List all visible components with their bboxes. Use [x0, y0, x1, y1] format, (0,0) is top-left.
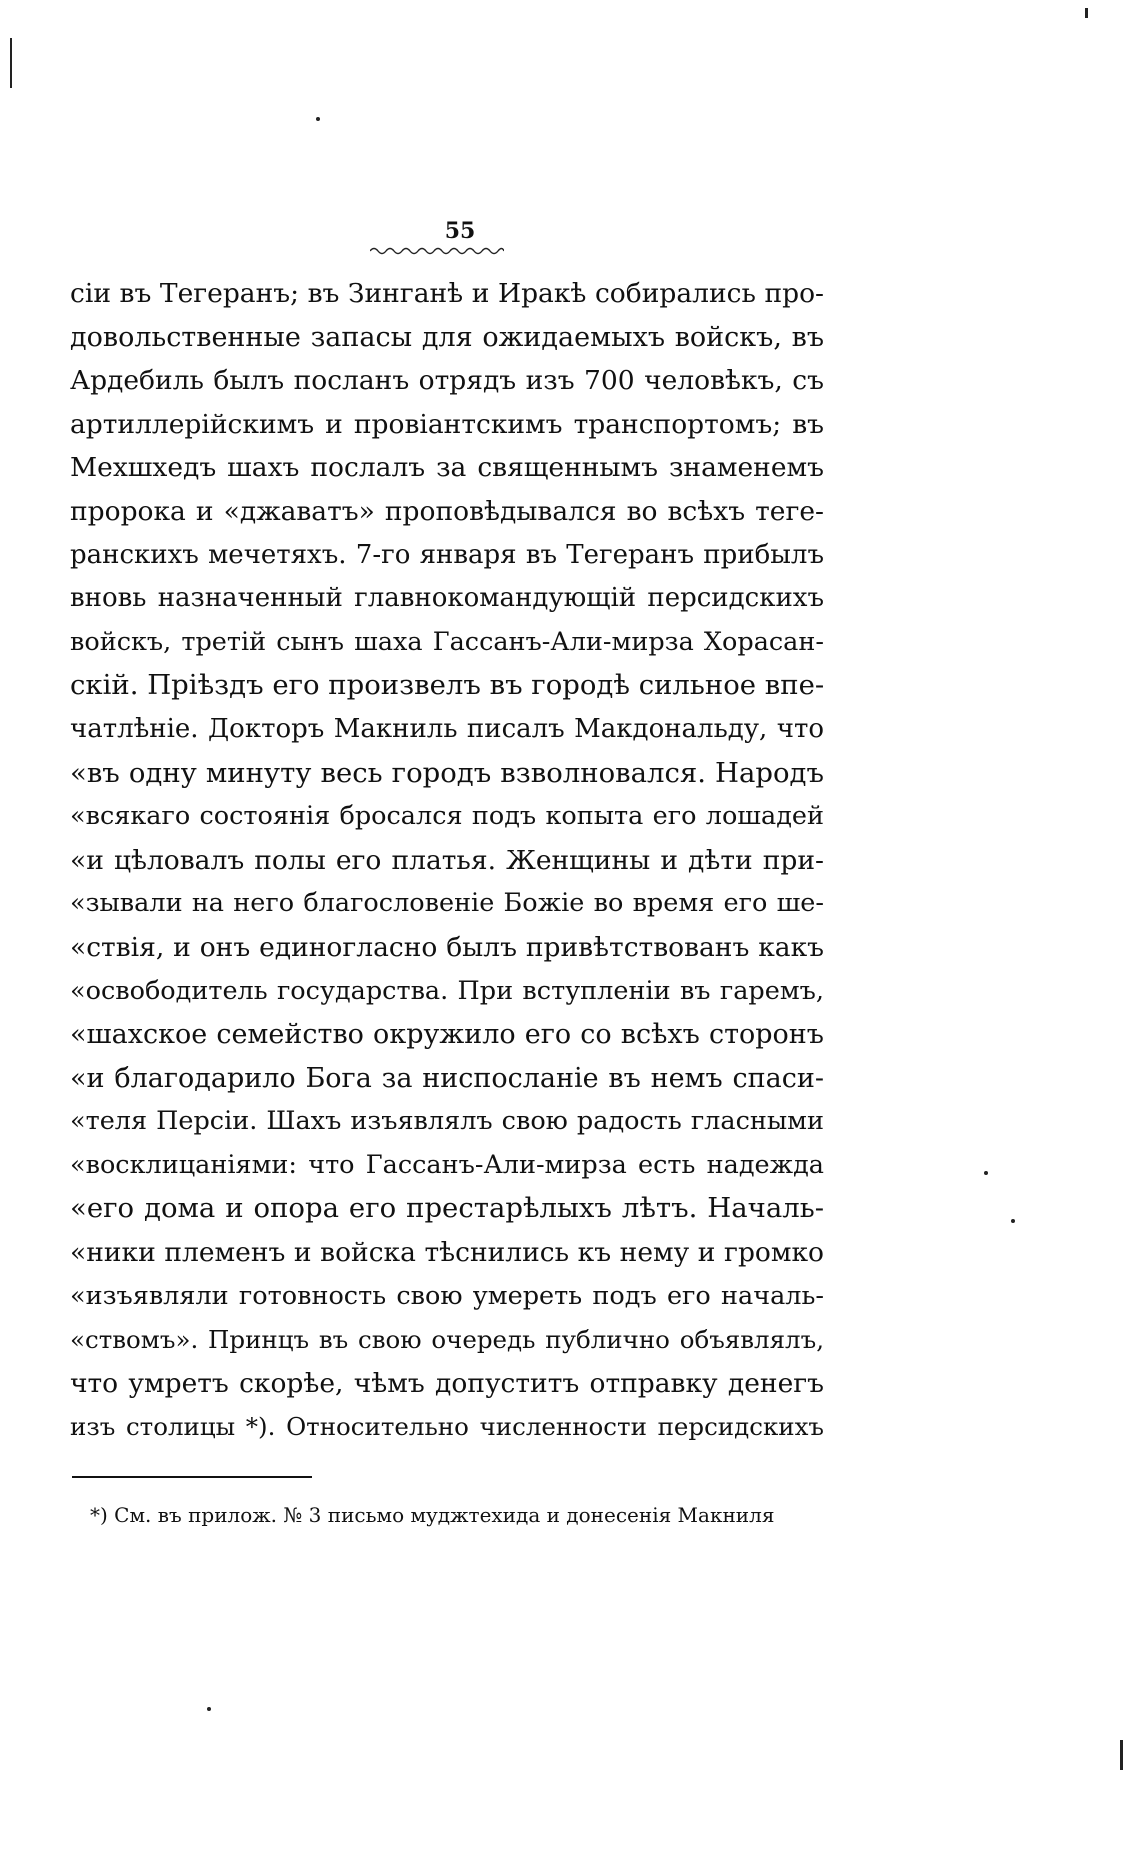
text-line: артиллерійскимъ и провіантскимъ транспортомъ; въ	[70, 408, 824, 440]
text-line: «и цѣловалъ полы его платья. Женщины и дѣти при-	[70, 844, 824, 876]
page-number: 55	[444, 218, 476, 244]
scan-speck	[984, 1171, 988, 1175]
text-line: «и благодарило Бога за ниспосланіе въ немъ спаси-	[70, 1062, 824, 1094]
text-line: «всякаго состоянія бросался подъ копыта его лошадей	[70, 801, 824, 832]
text-line: скій. Пріѣздъ его произвелъ въ городѣ сильное впе-	[70, 669, 825, 702]
text-line: ранскихъ мечетяхъ. 7-го января въ Тегеранъ прибылъ	[70, 539, 824, 570]
scan-speck	[1085, 8, 1088, 18]
text-line: «изъявляли готовность свою умереть подъ его началь-	[70, 1280, 824, 1311]
text-line: «ствомъ». Принцъ въ свою очередь публично объявлялъ,	[70, 1325, 824, 1355]
text-line: «восклицаніями: что Гассанъ-Али-мирза есть надежда	[70, 1149, 824, 1180]
text-line: пророка и «джаватъ» проповѣдывался во всѣхъ теге-	[70, 495, 824, 527]
text-line: довольственные запасы для ожидаемыхъ войскъ, въ	[70, 321, 824, 353]
scan-speck	[10, 38, 12, 88]
text-line: сіи въ Тегеранъ; въ Зинганѣ и Иракѣ собирались про-	[70, 278, 824, 309]
footnote: *) См. въ прилож. № 3 письмо муджтехида и донесенія Макниля	[90, 1503, 775, 1527]
text-line: изъ столицы *). Относительно численности персидскихъ	[70, 1412, 824, 1442]
scan-speck	[316, 117, 320, 121]
text-line: «зывали на него благословеніе Божіе во время его ше-	[70, 888, 824, 919]
body-text	[70, 272, 824, 1449]
text-line: чатлѣніе. Докторъ Макниль писалъ Макдональду, что	[70, 713, 824, 744]
text-line: «освободитель государства. При вступленіи въ гаремъ,	[70, 975, 824, 1006]
text-line: «ствія, и онъ единогласно былъ привѣтствованъ какъ	[70, 931, 824, 963]
text-line: Ардебиль былъ посланъ отрядъ изъ 700 человѣкъ, съ	[70, 365, 824, 397]
text-line: «ники племенъ и войска тѣснились къ нему и громко	[70, 1237, 824, 1269]
scan-speck	[1120, 1740, 1123, 1770]
text-line: «теля Персіи. Шахъ изъявлялъ свою радость гласными	[70, 1106, 824, 1137]
text-line: «его дома и опора его престарѣлыхъ лѣтъ. Началь-	[70, 1192, 824, 1225]
scan-speck	[1011, 1219, 1015, 1223]
text-line: «въ одну минуту весь городъ взволновался. Народъ	[70, 756, 824, 789]
text-line: вновь назначенный главнокомандующій персидскихъ	[70, 583, 824, 614]
text-line: что умретъ скорѣе, чѣмъ допуститъ отправку денегъ	[70, 1367, 824, 1399]
footnote-divider	[72, 1476, 312, 1478]
scan-speck	[207, 1707, 211, 1711]
text-line: «шахское семейство окружило его со всѣхъ сторонъ	[70, 1019, 824, 1051]
text-line: войскъ, третій сынъ шаха Гассанъ-Али-мирза Хорасан-	[70, 626, 824, 657]
text-line: Мехшхедъ шахъ послалъ за священнымъ знаменемъ	[70, 452, 824, 484]
wavy-ornament	[370, 246, 504, 256]
